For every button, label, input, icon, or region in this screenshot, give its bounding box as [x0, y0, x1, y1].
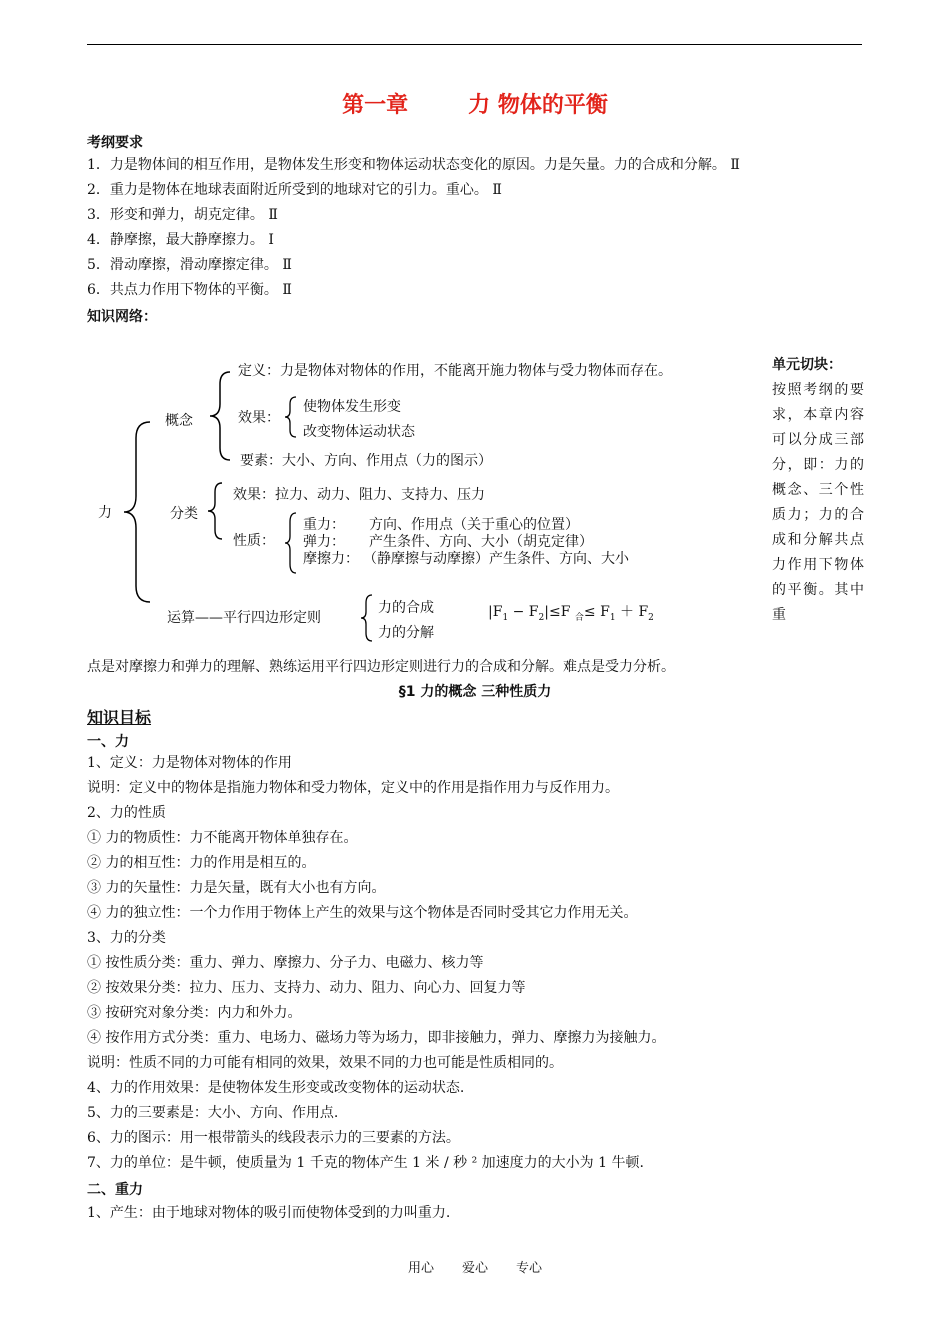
- unit-cut-text: 按照考纲的要求，本章内容可以分成三部分，即：力的概念、三个性质力；力的合成和分解共点力作用下物体的平衡。其中重: [772, 382, 864, 623]
- chapter-name: 力 物体的平衡: [468, 93, 608, 118]
- part2-heading: 二、重力: [87, 1182, 143, 1198]
- knowledge-line: 1、定义：力是物体对物体的作用: [87, 755, 292, 771]
- concept-effect-2: 改变物体运动状态: [303, 424, 415, 440]
- operation-formula: $|F_1 - F_2|\le F$ $_合\le F_1 + F_2$: [488, 604, 654, 623]
- footer-item: 用心: [407, 1261, 434, 1276]
- section-title: §1 力的概念 三种性质力: [398, 684, 552, 700]
- nature-elastic-name: 弹力：: [303, 534, 345, 550]
- knowledge-line: ④ 按作用方式分类：重力、电场力、磁场力等为场力，即非接触力，弹力、摩擦力为接触力。: [87, 1030, 666, 1046]
- knowledge-line: ② 力的相互性：力的作用是相互的。: [87, 855, 316, 871]
- knowledge-line: 4、力的作用效果：是使物体发生形变或改变物体的运动状态.: [87, 1080, 465, 1096]
- syllabus-item: 5．滑动摩擦，滑动摩擦定律。 Ⅱ: [87, 257, 292, 273]
- concept-label: 概念: [165, 413, 193, 429]
- knowledge-line: ① 力的物质性：力不能离开物体单独存在。: [87, 830, 358, 846]
- knowledge-line: 3、力的分类: [87, 930, 166, 946]
- unit-cut-continuation: 点是对摩擦力和弹力的理解、熟练运用平行四边形定则进行力的合成和分解。难点是受力分析。: [87, 659, 675, 675]
- concept-brace-icon: [206, 370, 236, 462]
- concept-effect-label: 效果：: [238, 410, 280, 426]
- nature-elastic-desc: 产生条件、方向、大小（胡克定律）: [369, 534, 593, 550]
- operation-compose: 力的合成: [378, 600, 434, 616]
- unit-cut-sidebar: [772, 353, 864, 628]
- knowledge-line: 说明：定义中的物体是指施力物体和受力物体，定义中的作用是指作用力与反作用力。: [87, 780, 619, 796]
- nature-friction-name: 摩擦力：: [303, 551, 359, 567]
- knowledge-line: ① 按性质分类：重力、弹力、摩擦力、分子力、电磁力、核力等: [87, 955, 484, 971]
- operation-label: 运算——平行四边形定则: [167, 610, 321, 626]
- knowledge-line: ③ 力的矢量性：力是矢量，既有大小也有方向。: [87, 880, 386, 896]
- syllabus-list: [87, 153, 740, 303]
- syllabus-item: 6．共点力作用下物体的平衡。 Ⅱ: [87, 282, 292, 298]
- classify-nature-label: 性质：: [233, 533, 275, 549]
- syllabus-heading: 考纲要求: [87, 135, 143, 151]
- concept-effect-1: 使物体发生形变: [303, 399, 401, 415]
- knowledge-title: 知识目标: [87, 708, 152, 727]
- operation-brace-icon: [358, 594, 378, 642]
- syllabus-item: 4．静摩擦，最大静摩擦力。 Ⅰ: [87, 232, 274, 248]
- classify-brace-icon: [204, 482, 228, 540]
- knowledge-line: 7、力的单位：是牛顿，使质量为 1 千克的物体产生 1 米 / 秒 ² 加速度力的大小为 1 牛顿.: [87, 1155, 644, 1171]
- classify-label: 分类: [170, 506, 198, 522]
- part2-line: 1、产生：由于地球对物体的吸引而使物体受到的力叫重力.: [87, 1205, 451, 1221]
- part1-heading: 一、力: [87, 734, 129, 750]
- syllabus-item: 1．力是物体间的相互作用，是物体发生形变和物体运动状态变化的原因。力是矢量。力的合成和分解。 Ⅱ: [87, 157, 740, 173]
- knowledge-line: ② 按效果分类：拉力、压力、支持力、动力、阻力、向心力、回复力等: [87, 980, 526, 996]
- root-brace-icon: [120, 420, 160, 605]
- syllabus-item: 3．形变和弹力，胡克定律。 Ⅱ: [87, 207, 278, 223]
- chapter-number: 第一章: [342, 93, 409, 118]
- concept-elements: 要素：大小、方向、作用点（力的图示）: [240, 453, 492, 469]
- knowledge-line: 2、力的性质: [87, 805, 166, 821]
- knowledge-line: 5、力的三要素是：大小、方向、作用点.: [87, 1105, 339, 1121]
- syllabus-item: 2．重力是物体在地球表面附近所受到的地球对它的引力。重心。 Ⅱ: [87, 182, 502, 198]
- concept-definition: 定义：力是物体对物体的作用，不能离开施力物体与受力物体而存在。: [238, 363, 672, 379]
- knowledge-line: 6、力的图示：用一根带箭头的线段表示力的三要素的方法。: [87, 1130, 460, 1146]
- effect-brace-icon: [282, 396, 302, 438]
- knowledge-lines: [87, 751, 665, 1176]
- nature-friction-desc: （静摩擦与动摩擦）产生条件、方向、大小: [363, 551, 629, 567]
- chapter-title: [0, 88, 950, 119]
- unit-cut-heading: 单元切块：: [772, 357, 842, 373]
- footer-item: 专心: [516, 1261, 543, 1276]
- page-footer: [0, 1257, 950, 1276]
- knowledge-line: ③ 按研究对象分类：内力和外力。: [87, 1005, 302, 1021]
- operation-decompose: 力的分解: [378, 625, 434, 641]
- footer-item: 爱心: [461, 1261, 488, 1276]
- knowledge-line: 说明：性质不同的力可能有相同的效果，效果不同的力也可能是性质相同的。: [87, 1055, 563, 1071]
- root-label: 力: [98, 505, 112, 521]
- network-heading: 知识网络：: [87, 309, 157, 325]
- header-rule: [87, 44, 862, 45]
- classify-effect: 效果：拉力、动力、阻力、支持力、压力: [233, 487, 485, 503]
- knowledge-line: ④ 力的独立性：一个力作用于物体上产生的效果与这个物体是否同时受其它力作用无关。: [87, 905, 638, 921]
- nature-gravity-desc: 方向、作用点（关于重心的位置）: [369, 517, 579, 533]
- nature-brace-icon: [282, 512, 302, 574]
- nature-gravity-name: 重力：: [303, 517, 345, 533]
